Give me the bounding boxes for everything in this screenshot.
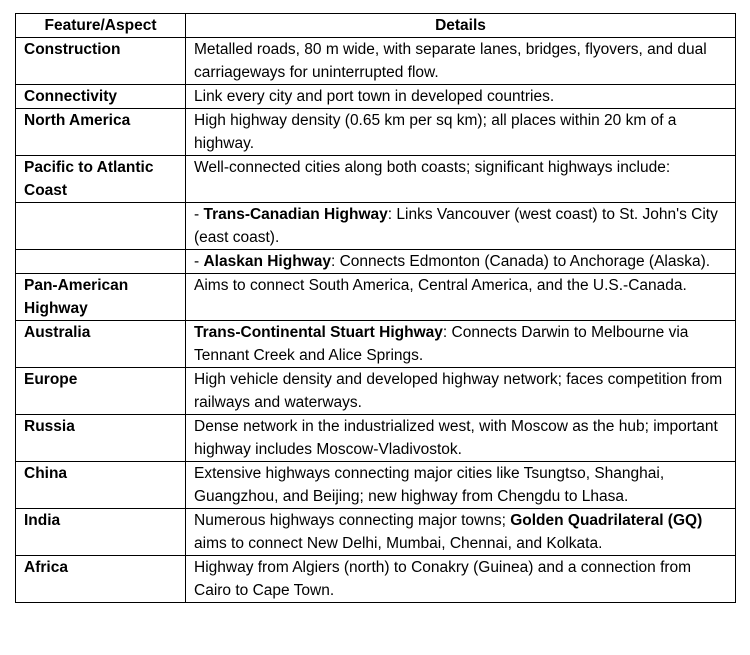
table-row — [16, 109, 736, 156]
details-cell: Highway from Algiers (north) to Conakry (Guinea) and a connection from Cairo to Cape Town. — [186, 556, 736, 603]
highway-name: Trans-Continental Stuart Highway — [194, 324, 443, 341]
header-row — [16, 14, 736, 38]
highway-name: Trans-Canadian Highway — [203, 206, 388, 223]
feature-cell — [16, 203, 186, 250]
table-row — [16, 38, 736, 85]
bullet-prefix: - — [194, 253, 204, 270]
details-cell: Dense network in the industrialized west, with Moscow as the hub; important highway includes Moscow-Vladivostok. — [186, 415, 736, 462]
details-text: aims to connect New Delhi, Mumbai, Chennai, and Kolkata. — [194, 535, 603, 552]
header-details: Details — [186, 14, 736, 38]
details-cell — [186, 321, 736, 368]
feature-cell: Pacific to Atlantic Coast — [16, 156, 186, 203]
table-row — [16, 321, 736, 368]
details-cell — [186, 509, 736, 556]
feature-cell: Pan-American Highway — [16, 274, 186, 321]
table-row — [16, 250, 736, 274]
feature-cell: Europe — [16, 368, 186, 415]
feature-cell: Africa — [16, 556, 186, 603]
table-row — [16, 368, 736, 415]
details-cell: Metalled roads, 80 m wide, with separate lanes, bridges, flyovers, and dual carriageways for uninterrupted flow. — [186, 38, 736, 85]
details-cell — [186, 203, 736, 250]
details-text: : Connects Edmonton (Canada) to Anchorage (Alaska). — [330, 253, 711, 270]
highway-name: Golden Quadrilateral (GQ) — [510, 512, 703, 529]
table-row — [16, 85, 736, 109]
details-text: : Links Vancouver (west coast) to St. John's City (east coast). — [194, 206, 718, 246]
feature-cell: North America — [16, 109, 186, 156]
table-row — [16, 556, 736, 603]
feature-cell: Construction — [16, 38, 186, 85]
details-cell: High vehicle density and developed highway network; faces competition from railways and waterways. — [186, 368, 736, 415]
details-text: Numerous highways connecting major towns; — [194, 512, 511, 529]
feature-cell: China — [16, 462, 186, 509]
details-cell: Extensive highways connecting major cities like Tsungtso, Shanghai, Guangzhou, and Beijing; new highway from Chengdu to Lhasa. — [186, 462, 736, 509]
table-row — [16, 203, 736, 250]
header-feature: Feature/Aspect — [16, 14, 186, 38]
details-text: : Connects Darwin to Melbourne via Tennant Creek and Alice Springs. — [194, 324, 689, 364]
bullet-prefix: - — [194, 206, 204, 223]
feature-cell: Australia — [16, 321, 186, 368]
feature-cell: Connectivity — [16, 85, 186, 109]
table-row — [16, 462, 736, 509]
details-cell — [186, 250, 736, 274]
table-row — [16, 509, 736, 556]
highway-table — [15, 13, 736, 603]
table-row — [16, 274, 736, 321]
feature-cell — [16, 250, 186, 274]
details-cell: Link every city and port town in developed countries. — [186, 85, 736, 109]
feature-cell: India — [16, 509, 186, 556]
feature-cell: Russia — [16, 415, 186, 462]
details-cell: High highway density (0.65 km per sq km); all places within 20 km of a highway. — [186, 109, 736, 156]
table-row — [16, 156, 736, 203]
table-row — [16, 415, 736, 462]
details-cell: Aims to connect South America, Central America, and the U.S.-Canada. — [186, 274, 736, 321]
highway-name: Alaskan Highway — [203, 253, 331, 270]
details-cell: Well-connected cities along both coasts; significant highways include: — [186, 156, 736, 203]
